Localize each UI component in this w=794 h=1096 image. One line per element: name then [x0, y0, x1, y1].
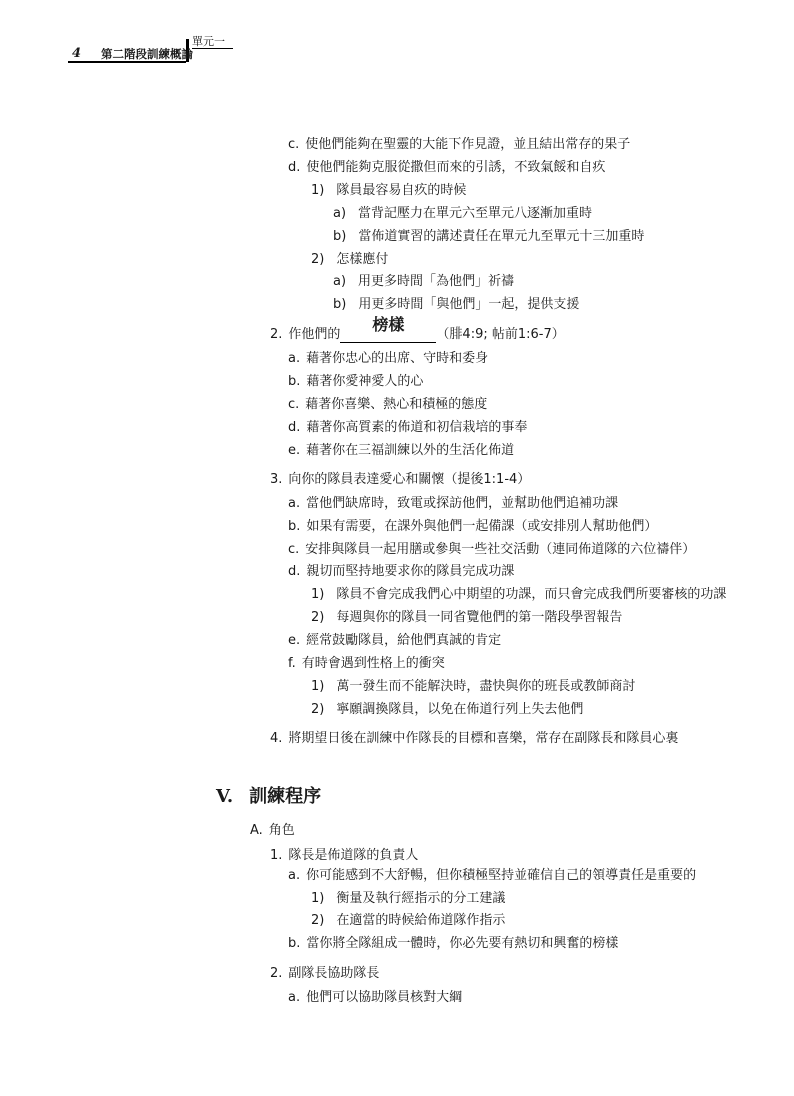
outline-item: A. 角色	[250, 823, 295, 838]
outline-item: b) 用更多時間「與他們」一起，提供支援	[333, 297, 580, 312]
outline-item: 4. 將期望日後在訓練中作隊長的目標和喜樂，常存在副隊長和隊員心裏	[270, 731, 679, 746]
outline-item: 1) 萬一發生而不能解決時，盡快與你的班長或教師商討	[311, 679, 636, 694]
outline-item: b. 當你將全隊組成一體時，你必先要有熱切和興奮的榜樣	[288, 936, 619, 951]
outline-item: e. 經常鼓勵隊員，給他們真誠的肯定	[288, 633, 502, 648]
outline-item: e. 藉著你在三福訓練以外的生活化佈道	[288, 443, 515, 458]
page-number: 4	[72, 46, 82, 61]
outline-item: 1) 隊員不會完成我們心中期望的功課，而只會完成我們所要審核的功課	[311, 587, 727, 602]
outline-item: c. 藉著你喜樂、熱心和積極的態度	[288, 397, 488, 412]
outline-item: 2. 副隊長協助隊長	[270, 966, 380, 981]
outline-item: 3. 向你的隊員表達愛心和關懷（提後1:1-4）	[270, 472, 531, 487]
outline-item: 2) 寧願調換隊員，以免在佈道行列上失去他們	[311, 702, 584, 717]
outline-item: 2) 每週與你的隊員一同省覽他們的第一階段學習報告	[311, 610, 623, 625]
outline-item: 1) 衡量及執行經指示的分工建議	[311, 891, 506, 906]
outline-item: d. 使他們能夠克服從撒但而來的引誘，不致氣餒和自疚	[288, 160, 606, 175]
outline-item: a. 藉著你忠心的出席、守時和委身	[288, 351, 489, 366]
unit-label: 單元一	[192, 35, 233, 49]
blank-answer: 榜樣	[372, 315, 405, 334]
outline-item: a) 用更多時間「為他們」祈禱	[333, 274, 515, 289]
outline-item: 2) 怎樣應付	[311, 252, 389, 267]
header-title: 第二階段訓練概論	[101, 47, 193, 61]
outline-item: f. 有時會遇到性格上的衝突	[288, 656, 445, 671]
outline-item: b. 藉著你愛神愛人的心	[288, 374, 424, 389]
outline-item: a. 當他們缺席時，致電或探訪他們，並幫助他們追補功課	[288, 496, 619, 511]
outline-item: a. 他們可以協助隊員核對大綱	[288, 990, 463, 1005]
outline-item: c. 安排與隊員一起用膳或參與一些社交活動（連同佈道隊的六位禱伴）	[288, 542, 696, 557]
outline-item: 2) 在適當的時候給佈道隊作指示	[311, 913, 506, 928]
outline-item: a) 當背記壓力在單元六至單元八逐漸加重時	[333, 206, 593, 221]
section-title: 訓練程序	[249, 786, 322, 807]
outline-item: d. 親切而堅持地要求你的隊員完成功課	[288, 564, 515, 579]
outline-item: a. 你可能感到不大舒暢，但你積極堅持並確信自己的領導責任是重要的	[288, 868, 697, 883]
outline-item: 2. 作他們的 榜樣 （腓4:9; 帖前1:6-7）	[270, 315, 565, 342]
outline-item: c. 使他們能夠在聖靈的大能下作見證，並且結出常存的果子	[288, 137, 631, 152]
outline-item: b) 當佈道實習的講述責任在單元九至單元十三加重時	[333, 229, 645, 244]
fill-in-blank	[340, 315, 436, 343]
section-numeral: V.	[216, 786, 234, 807]
outline-item: d. 藉著你高質素的佈道和初信栽培的事奉	[288, 420, 528, 435]
section-heading	[216, 786, 321, 808]
header-rule	[68, 61, 186, 63]
outline-item: 1) 隊員最容易自疚的時候	[311, 183, 467, 198]
outline-item: 1. 隊長是佈道隊的負責人	[270, 848, 419, 863]
outline-item: b. 如果有需要，在課外與他們一起備課（或安排別人幫助他們）	[288, 519, 658, 534]
